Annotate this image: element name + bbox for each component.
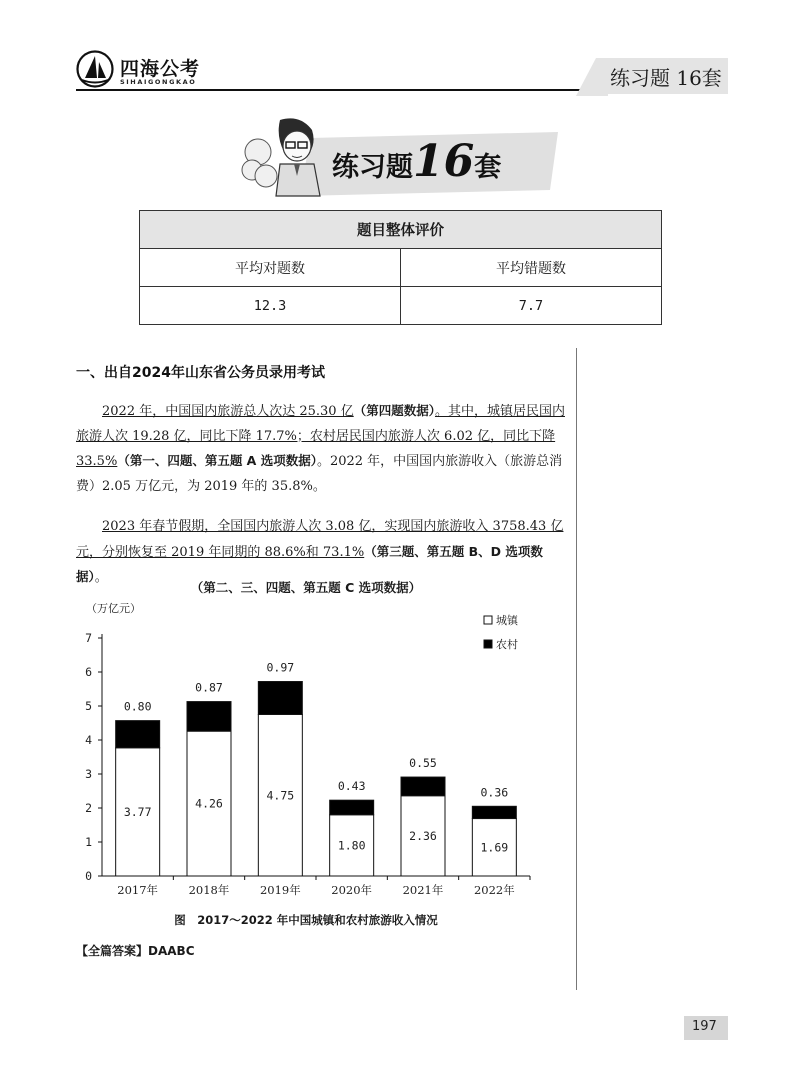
x-tick-label: 2022年 (473, 883, 515, 897)
p1-sentence-3: 。2022 年，中国国内旅游收入（旅游总消费）2.05 万亿元，为 2019 年的 35.8%。 (76, 454, 563, 494)
y-tick-label: 4 (85, 733, 92, 747)
p2-end: 。 (94, 570, 108, 585)
data-label-rural: 0.97 (266, 660, 295, 675)
header-tab-title: 练习题 16套 (610, 66, 722, 90)
bar-rural (116, 721, 160, 748)
data-label-urban: 4.26 (195, 796, 223, 811)
col-avg-wrong: 平均错题数 (401, 249, 662, 287)
data-label-urban: 2.36 (409, 828, 437, 843)
header-divider (76, 89, 582, 91)
p1-sentence-1: 2022 年，中国国内旅游总人次达 25.30 亿 (102, 404, 354, 419)
data-label-rural: 0.87 (195, 680, 223, 695)
data-label-urban: 4.75 (266, 788, 295, 803)
evaluation-table (139, 210, 662, 325)
y-tick-label: 2 (85, 801, 92, 815)
y-tick-label: 7 (85, 631, 92, 645)
chart-caption: （第二、三、四题、第五题 C 选项数据） (190, 580, 422, 595)
y-tick-label: 6 (85, 665, 92, 679)
answer-label: 【全篇答案】 (76, 944, 149, 958)
legend-swatch-urban (484, 616, 492, 624)
bar-rural (258, 682, 302, 715)
p1-tag-2: （第一、四题、第五题 A 选项数据） (117, 453, 317, 468)
y-tick-label: 3 (85, 767, 92, 781)
y-tick-label: 1 (85, 835, 92, 849)
p1-sentence-2: 。其中，城镇居民国内旅游人次 19.28 亿，同比下降 17.7%；农村居民国内旅游人次 6.02 亿，同比下降 33.5% (76, 404, 565, 469)
y-axis-label: （万亿元） (86, 602, 141, 615)
data-label-rural: 0.43 (337, 779, 366, 794)
data-label-urban: 1.80 (337, 838, 366, 853)
legend-swatch-rural (484, 640, 492, 648)
p1-tag-1: （第四题数据） (353, 403, 435, 418)
x-tick-label: 2020年 (331, 883, 373, 897)
bar-rural (330, 800, 374, 815)
value-avg-wrong: 7.7 (401, 287, 662, 325)
page-title (332, 136, 501, 187)
margin-rule (576, 348, 577, 990)
data-label-urban: 3.77 (123, 804, 152, 819)
page-number: 197 (692, 1019, 717, 1034)
figure-caption: 图 2017～2022 年中国城镇和农村旅游收入情况 (174, 913, 438, 927)
bar-rural (187, 702, 231, 732)
title-number: 16 (413, 136, 475, 187)
col-avg-correct: 平均对题数 (140, 249, 401, 287)
y-tick-label: 5 (85, 699, 92, 713)
legend-label-rural: 农村 (496, 638, 518, 651)
data-label-rural: 0.36 (480, 785, 509, 800)
p2-tag-1: （第三题、第五题 B、D 选项数据） (76, 543, 543, 584)
value-avg-correct: 12.3 (140, 287, 401, 325)
p2-sentence-1: 2023 年春节假期，全国国内旅游人次 3.08 亿，实现国内旅游收入 3758.43 亿元，分别恢复至 2019 年同期的 88.6%和 73.1% (76, 519, 564, 560)
x-tick-label: 2021年 (402, 883, 444, 897)
material-paragraph-1 (76, 399, 566, 499)
rural-urban-tourism-chart (76, 598, 546, 904)
bar-rural (472, 806, 516, 818)
cartoon-teacher-illustration (240, 112, 324, 198)
x-tick-label: 2019年 (259, 883, 301, 897)
legend-label-urban: 城镇 (496, 614, 518, 627)
data-label-rural: 0.55 (409, 756, 437, 771)
answer-line (76, 942, 195, 959)
data-label-urban: 1.69 (480, 840, 509, 855)
title-prefix: 练习题 (332, 152, 413, 183)
answer-value: DAABC (148, 944, 195, 958)
section-title: 一、出自2024年山东省公务员录用考试 (76, 365, 325, 381)
title-suffix: 套 (474, 152, 502, 183)
x-tick-label: 2017年 (117, 883, 159, 897)
x-tick-label: 2018年 (188, 883, 230, 897)
brand-subtitle: SIHAIGONGKAO (120, 78, 197, 86)
data-label-rural: 0.80 (123, 699, 152, 714)
y-tick-label: 0 (85, 869, 92, 883)
bar-rural (401, 777, 445, 796)
brand-name: 四海公考 (120, 58, 201, 80)
evaluation-heading: 题目整体评价 (140, 211, 662, 249)
logo-icon (76, 50, 114, 88)
